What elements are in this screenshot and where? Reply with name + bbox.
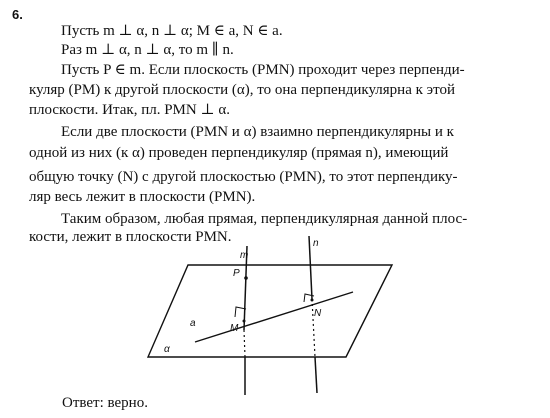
point-M (243, 320, 246, 323)
label-alpha: α (164, 344, 170, 355)
point-N (311, 299, 314, 302)
text-line-8: общую точку (N) с другой плоскостью (PMN), то этот перпендику- (29, 169, 458, 185)
line-n-upper (309, 236, 312, 299)
label-N: N (314, 308, 322, 319)
line-a (195, 292, 353, 342)
label-m: m (240, 250, 249, 261)
label-P: P (233, 268, 240, 279)
label-M: M (230, 323, 239, 334)
text-line-7: одной из них (к α) проведен перпендикуляр (прямая n), имеющий (29, 145, 449, 161)
text-line-4: куляр (PM) к другой плоскости (α), то она перпендикулярна к этой (29, 82, 455, 98)
text-line-3: Пусть P ∈ m. Если плоскость (PMN) проходит через перпенди- (61, 62, 465, 78)
answer-line: Ответ: верно. (62, 395, 148, 411)
text-line-9: ляр весь лежит в плоскости (PMN). (29, 189, 256, 205)
label-n: n (313, 238, 319, 249)
text-line-11: кости, лежит в плоскости PMN. (29, 229, 232, 245)
text-line-1: Пусть m ⊥ α, n ⊥ α; M ∈ a, N ∈ a. (61, 23, 283, 39)
label-a: a (190, 318, 196, 329)
line-n-lower (315, 357, 317, 393)
text-line-6: Если две плоскости (PMN и α) взаимно перпендикулярны и к (61, 124, 454, 140)
problem-number: 6. (12, 7, 23, 22)
text-line-5: плоскости. Итак, пл. PMN ⊥ α. (29, 102, 230, 118)
text-line-2: Раз m ⊥ α, n ⊥ α, то m ∥ n. (61, 42, 234, 58)
text-line-10: Таким образом, любая прямая, перпендикулярная данной плос- (61, 211, 468, 227)
line-m-hidden (244, 330, 245, 357)
point-P (244, 276, 248, 280)
plane-alpha (148, 265, 392, 357)
